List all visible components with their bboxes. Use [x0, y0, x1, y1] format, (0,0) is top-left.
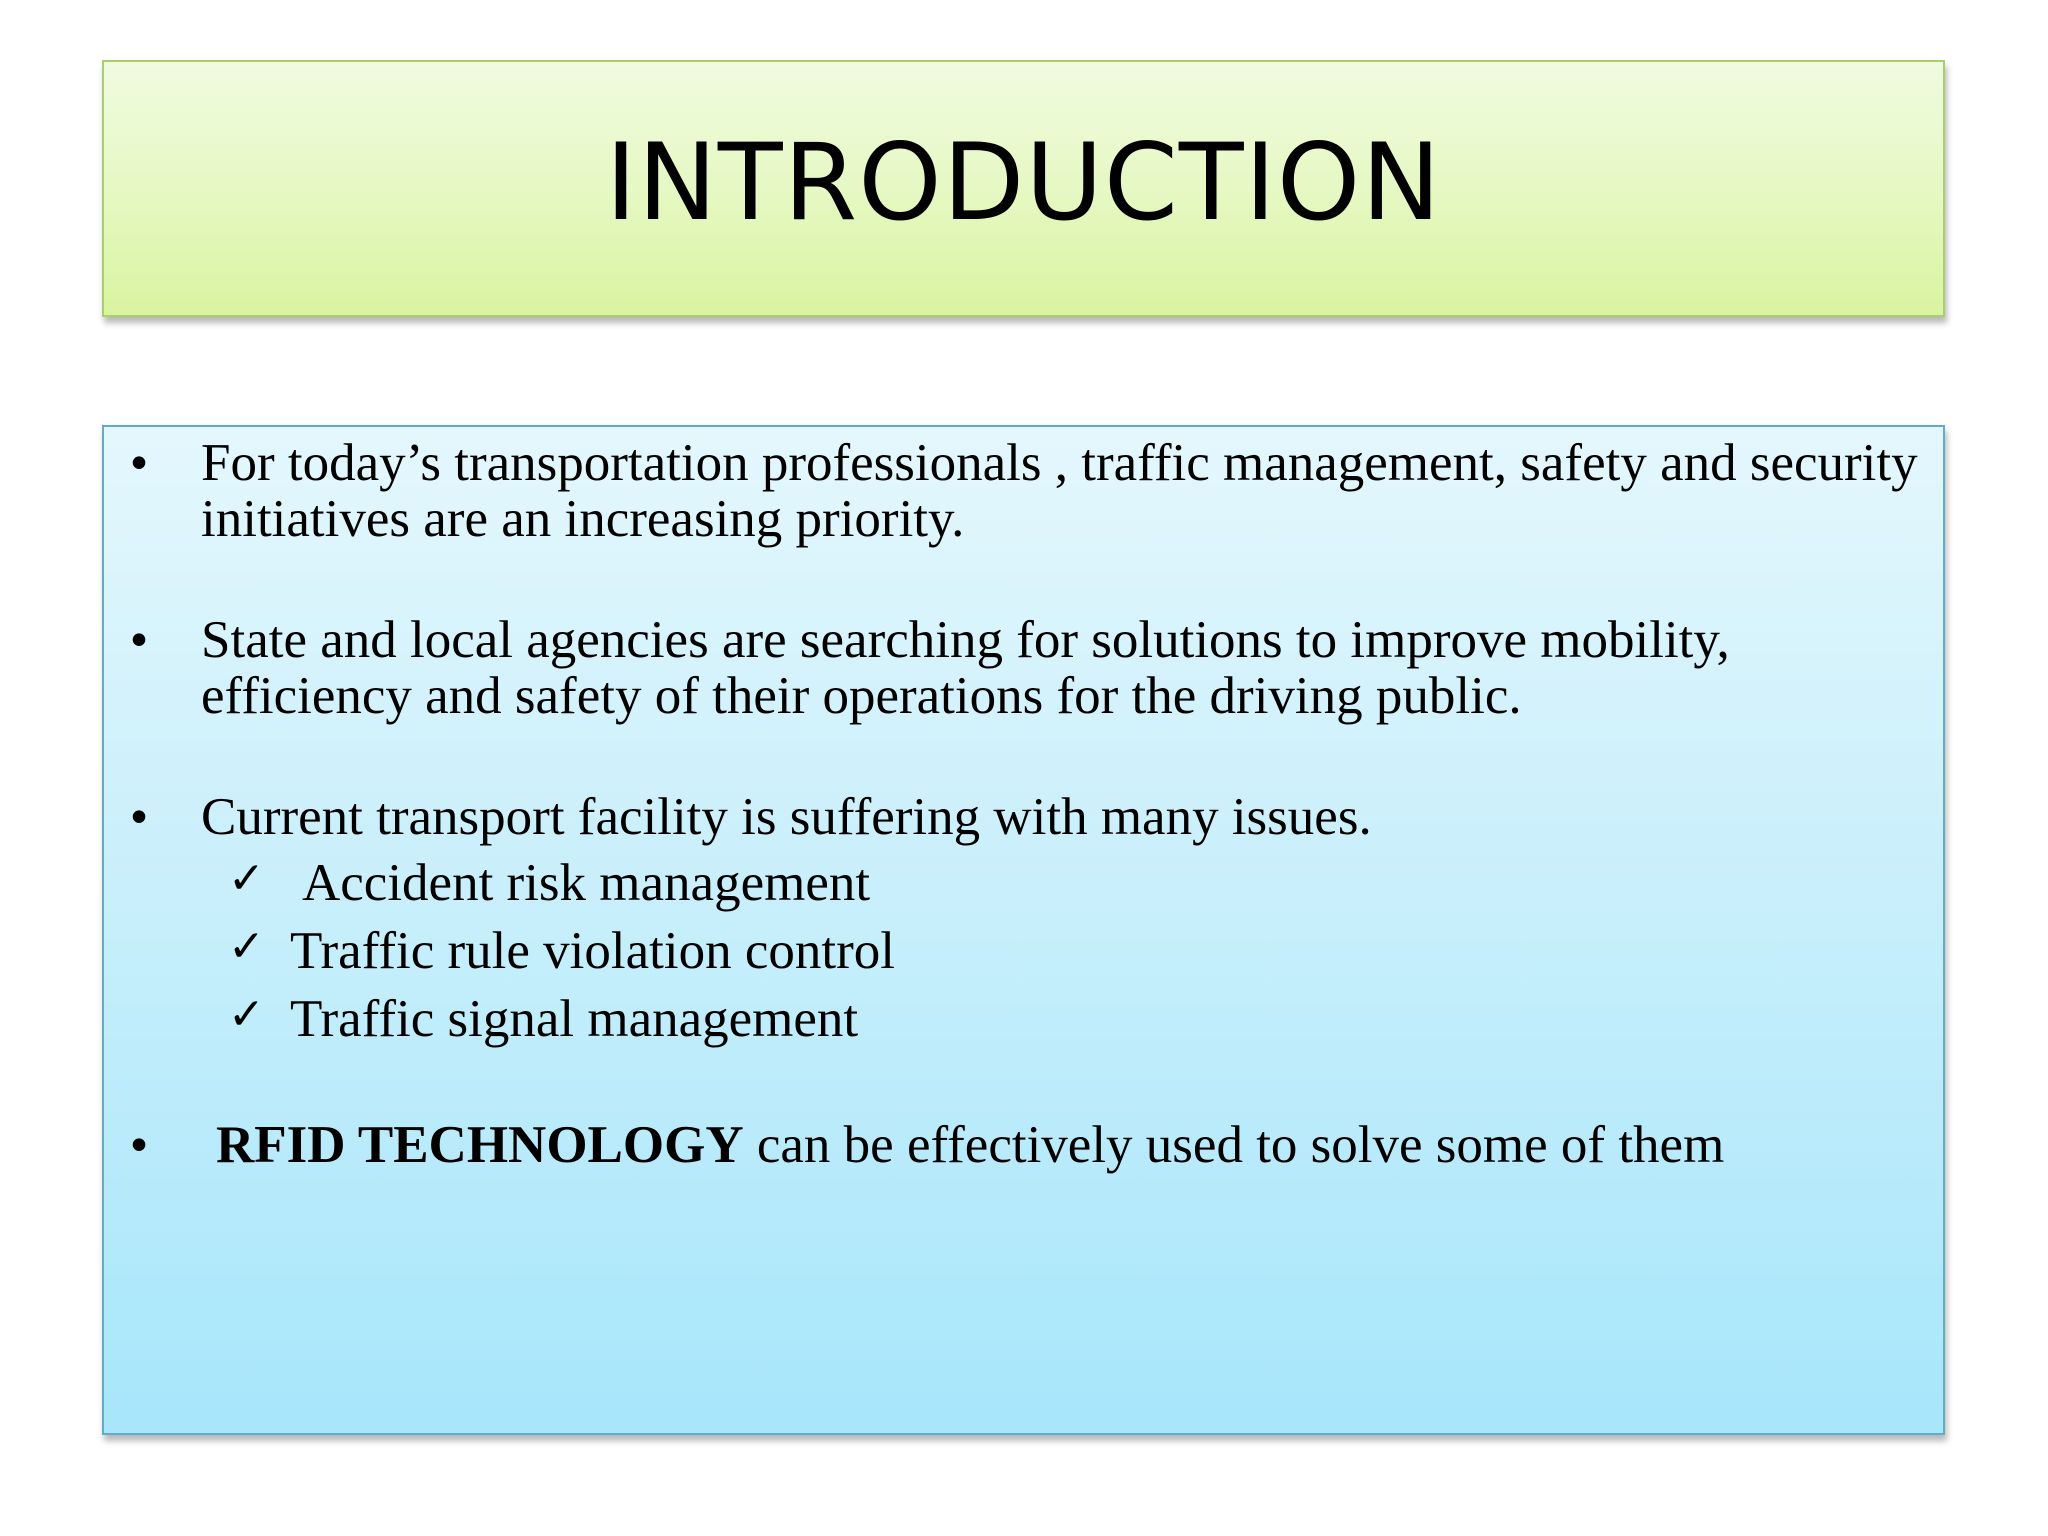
sub-item-text: Traffic signal management [290, 990, 859, 1048]
bullet-text [216, 1117, 1936, 1173]
bullet-icon: • [129, 611, 149, 669]
rfid-technology-bold: RFID TECHNOLOGY [216, 1116, 744, 1174]
bullet-text-rest: can be effectively used to solve some of them [743, 1116, 1725, 1174]
sub-item-text: Accident risk management [302, 854, 871, 912]
bullet-icon: • [129, 434, 149, 492]
bullet-text: For today’s transportation professionals , traffic management, safety and security initiatives are an increasing priority. [201, 434, 1918, 548]
sub-item-text: Traffic rule violation control [290, 922, 895, 980]
bullet-icon: • [129, 1116, 149, 1174]
slide-title: INTRODUCTION [605, 120, 1442, 244]
content-box [102, 425, 1945, 1435]
bullet-text: State and local agencies are searching for solutions to improve mobility, efficiency and safety of their operations for the driving public. [201, 611, 1730, 725]
checkmark-icon: ✓ [228, 989, 265, 1040]
title-box [102, 60, 1945, 317]
bullet-icon: • [129, 788, 149, 846]
checkmark-icon: ✓ [228, 921, 265, 972]
checkmark-icon: ✓ [228, 853, 265, 904]
bullet-text: Current transport facility is suffering with many issues. [201, 788, 1372, 846]
